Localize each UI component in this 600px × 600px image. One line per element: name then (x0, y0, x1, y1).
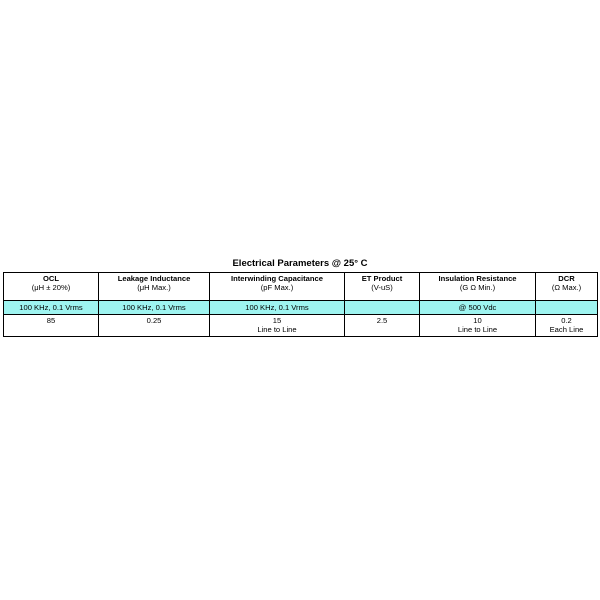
column-name: Leakage Inductance (117, 274, 191, 283)
electrical-parameters-table (3, 272, 598, 337)
column-header-leakage-inductance (99, 273, 210, 301)
table-title: Electrical Parameters @ 25° C (232, 258, 368, 269)
value-cell-ocl (4, 315, 99, 337)
column-unit: (pF Max.) (260, 283, 294, 292)
value-cell-interwinding-capacitance (210, 315, 345, 337)
value-note: Line to Line (457, 325, 498, 334)
value-note: Line to Line (257, 325, 297, 334)
condition-cell-leakage-inductance: 100 KHz, 0.1 Vrms (99, 301, 210, 315)
value-text: 2.5 (376, 316, 388, 325)
value-text: 85 (46, 316, 56, 325)
column-name: OCL (42, 274, 60, 283)
column-unit: (V-uS) (371, 283, 393, 292)
condition-cell-ocl: 100 KHz, 0.1 Vrms (4, 301, 99, 315)
condition-cell-insulation-resistance: @ 500 Vdc (420, 301, 536, 315)
column-header-ocl (4, 273, 99, 301)
value-text: 0.2 (561, 316, 572, 325)
test-condition-row (4, 301, 598, 315)
value-cell-leakage-inductance (99, 315, 210, 337)
value-cell-dcr (536, 315, 598, 337)
condition-cell-dcr (536, 301, 598, 315)
value-text: 10 (473, 316, 482, 325)
column-unit: (G Ω Min.) (459, 283, 496, 292)
value-text: 15 (272, 316, 282, 325)
column-unit: (μH Max.) (137, 283, 171, 292)
column-header-et-product (345, 273, 420, 301)
column-name: DCR (558, 274, 575, 283)
value-text: 0.25 (146, 316, 162, 325)
value-cell-insulation-resistance (420, 315, 536, 337)
header-row (4, 273, 598, 301)
column-header-dcr (536, 273, 598, 301)
column-header-interwinding-capacitance (210, 273, 345, 301)
value-note: Each Line (549, 325, 584, 334)
condition-cell-et-product (345, 301, 420, 315)
column-name: Interwinding Capacitance (231, 274, 323, 283)
column-header-insulation-resistance (420, 273, 536, 301)
column-unit: (Ω Max.) (551, 283, 582, 292)
column-name: ET Product (361, 274, 403, 283)
value-row (4, 315, 598, 337)
column-unit: (μH ± 20%) (31, 283, 71, 292)
column-name: Insulation Resistance (438, 274, 517, 283)
value-cell-et-product (345, 315, 420, 337)
condition-cell-interwinding-capacitance: 100 KHz, 0.1 Vrms (210, 301, 345, 315)
